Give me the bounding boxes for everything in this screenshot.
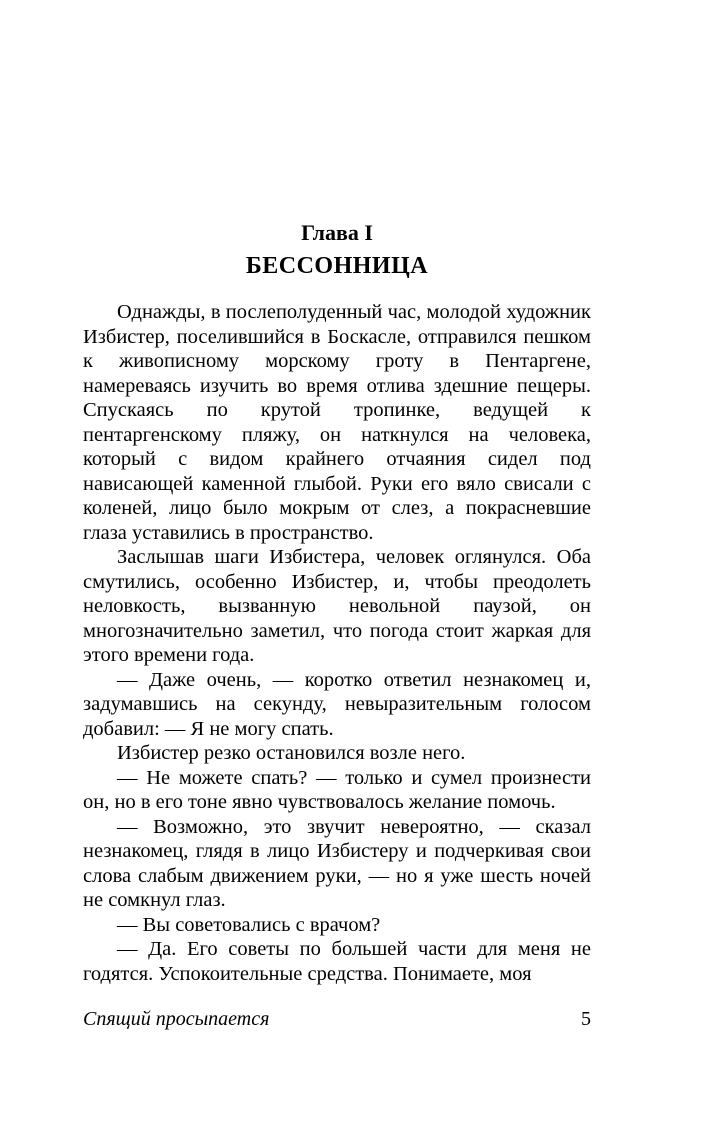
chapter-heading: Глава I: [301, 220, 373, 245]
paragraph: — Не можете спать? — только и сумел произнести он, но в его тоне явно чувствовалось желание помочь.: [83, 766, 591, 813]
paragraph: — Вы советовались с врачом?: [117, 913, 381, 936]
body-text: [83, 300, 591, 986]
paragraph: — Даже очень, — коротко ответил незнакомец и, задумавшись на секунду, невыразительным голосом добавил: — Я не могу спать.: [83, 668, 591, 740]
page-number: 5: [581, 1008, 591, 1030]
paragraph: Однажды, в послеполуденный час, молодой художник Избистер, поселившийся в Боскасле, отправился пешком к живописному морскому гроту в Пентаргене, намереваясь изучить во время отлива здешние пещеры. Спускаясь по крутой тропинке, ведущей к пентаргенскому пляжу, он наткнулся на человека, который с видом крайнего отчаяния сидел под нависающей каменной глыбой. Руки его вяло свисали с коленей, лицо было мокрым от слез, а покрасневшие глаза уставились в пространство.: [83, 301, 591, 544]
paragraph: — Да. Его советы по большей части для меня не годятся. Успокоительные средства. Понимаете, моя: [83, 938, 591, 985]
text-block: [83, 220, 591, 986]
chapter-title: БЕССОННИЦА: [245, 253, 429, 279]
paragraph: — Возможно, это звучит невероятно, — сказал незнакомец, глядя в лицо Избистеру и подчеркивая свои слова слабым движением руки, — но я уже шесть ночей не сомкнул глаз.: [83, 815, 591, 911]
running-title: Спящий просыпается: [83, 1008, 270, 1030]
paragraph: Избистер резко остановился возле него.: [117, 742, 466, 764]
page-footer: [83, 1007, 591, 1031]
paragraph: Заслышав шаги Избистера, человек оглянулся. Оба смутились, особенно Избистер, и, чтобы преодолеть неловкость, вызванную невольной паузой, он многозначительно заметил, что погода стоит жаркая для этого времени года.: [83, 546, 591, 666]
